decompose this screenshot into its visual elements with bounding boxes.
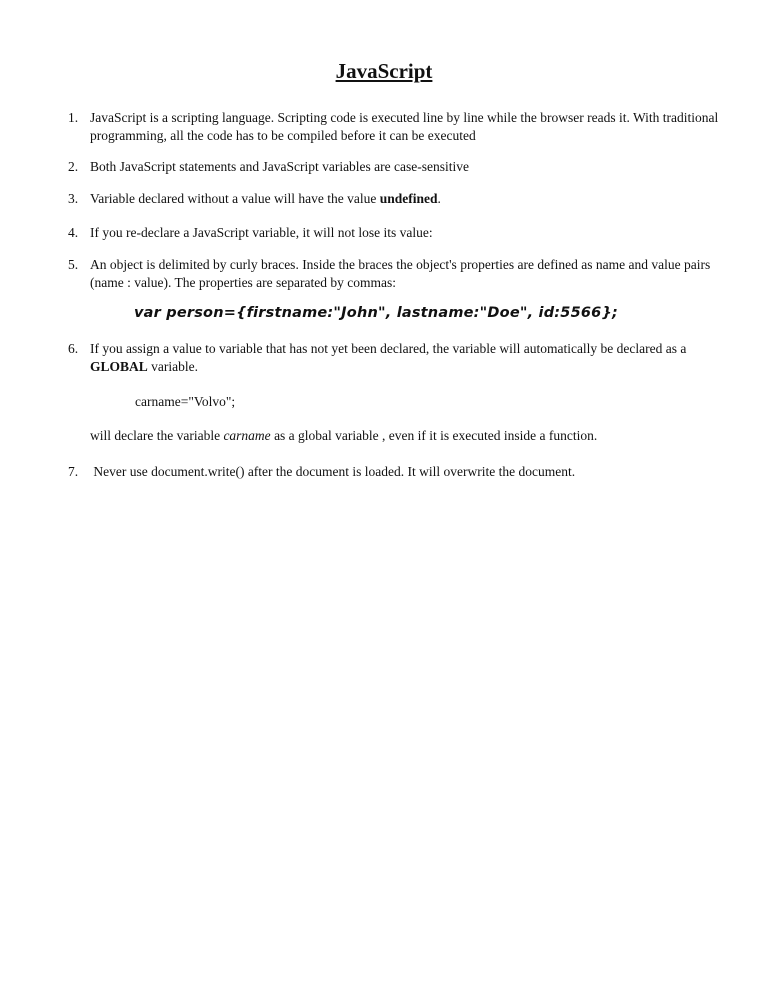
code-example-carname: carname="Volvo"; bbox=[135, 394, 236, 409]
list-item-number: 2. bbox=[68, 159, 79, 174]
list-item-text: JavaScript is a scripting language. Scripting code is executed line by line while the browser reads it. With traditional programming, all the code has to be compiled before it can be executed bbox=[90, 110, 719, 143]
explanation-text bbox=[90, 427, 597, 445]
list-item-text: Never use document.write() after the document is loaded. It will overwrite the document. bbox=[90, 464, 576, 479]
page-title: JavaScript bbox=[335, 59, 433, 83]
list-item-number: 1. bbox=[68, 110, 79, 125]
code-example-object: var person={firstname:"John", lastname:"Doe", id:5566}; bbox=[134, 305, 618, 321]
text-segment: variable. bbox=[147, 359, 198, 374]
text-segment: If you assign a value to variable that has not yet been declared, the variable will automatically be declared as a bbox=[90, 341, 687, 356]
list-item-text: An object is delimited by curly braces. Inside the braces the object's properties are defined as name and value pairs (name : value). The properties are separated by commas: bbox=[90, 257, 711, 290]
text-segment: . bbox=[437, 191, 441, 206]
italic-term: carname bbox=[223, 428, 271, 443]
list-item-text bbox=[90, 340, 730, 376]
list-item-text bbox=[90, 190, 730, 208]
text-segment: as a global variable , even if it is executed inside a function. bbox=[270, 428, 598, 443]
list-item-text: Both JavaScript statements and JavaScript variables are case-sensitive bbox=[90, 159, 470, 174]
list-item-text: If you re-declare a JavaScript variable, it will not lose its value: bbox=[90, 225, 433, 240]
text-segment: Variable declared without a value will have the value bbox=[90, 191, 380, 206]
list-item-number: 5. bbox=[68, 257, 79, 272]
bold-term: GLOBAL bbox=[90, 359, 148, 374]
list-item-number: 7. bbox=[68, 464, 79, 479]
text-segment: will declare the variable bbox=[90, 428, 224, 443]
list-item-number: 4. bbox=[68, 225, 79, 240]
list-item-number: 6. bbox=[68, 341, 79, 356]
bold-term: undefined bbox=[379, 191, 438, 206]
list-item-number: 3. bbox=[68, 191, 79, 206]
